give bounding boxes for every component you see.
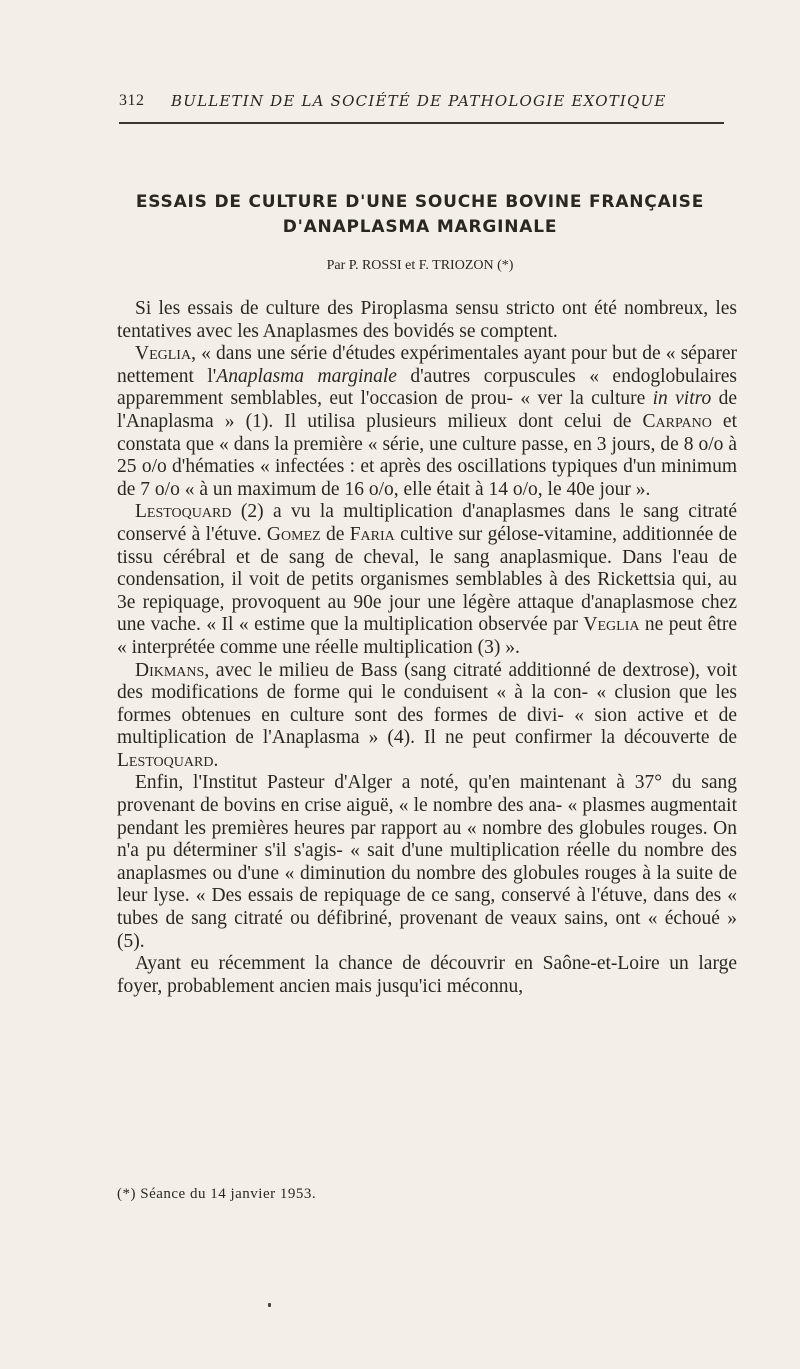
footnote: (*) Séance du 14 janvier 1953. (117, 1186, 317, 1202)
header-rule (119, 122, 724, 124)
italic-term: Anaplasma marginale (216, 365, 397, 387)
title-line-1: ESSAIS DE CULTURE D'UNE SOUCHE BOVINE FRANÇAISE (135, 192, 705, 212)
author-ref: Lestoquard (117, 749, 214, 771)
print-speck (268, 1303, 271, 1307)
author-ref: Veglia (135, 343, 192, 365)
paragraph-6: Ayant eu récemment la chance de découvrir en Saône-et-Loire un large foyer, probablement ancien mais jusqu'ici méconnu, (117, 953, 737, 997)
article-body (117, 298, 737, 998)
title-line-2: D'ANAPLASMA MARGINALE (282, 217, 558, 237)
paragraph-5: Enfin, l'Institut Pasteur d'Alger a noté, qu'en maintenant à 37° du sang provenant de bovins en crise aiguë, « le nombre des ana- « plasmes augmentait pendant les premières heures par rapport au « nombre des globules rouges. On n'a pu déterminer s'il s'agis- « sait d'une multiplication réelle du nombre des anaplasmes ou d'une « diminution du nombre des globules rouges à la suite de leur lyse. « Des essais de repiquage de ce sang, conservé à l'étuve, dans des « tubes de sang citraté ou défibriné, provenant de veaux sains, ont « échoué » (5). (117, 772, 737, 952)
paragraph-2: Veglia, « dans une série d'études expérimentales ayant pour but de « séparer nettement l'Anaplasma marginale d'autres corpuscules « endoglobulaires apparemment semblables, eut l'occasion de prou- « ver la culture in vitro de l'Anaplasma » (1). Il utilisa plusieurs milieux dont celui de Carpano et constata que « dans la première « série, une culture passe, en 3 jours, de 8 o/o à 25 o/o d'hématies « infectées : et après des oscillations typiques d'un minimum de 7 o/o « à un maximum de 16 o/o, elle était à 14 o/o, le 40e jour ». (117, 343, 737, 500)
authors: Par P. ROSSI et F. TRIOZON (*) (326, 258, 514, 273)
author-ref: Faria (349, 523, 395, 545)
article-title (100, 190, 740, 240)
journal-title: BULLETIN DE LA SOCIÉTÉ DE PATHOLOGIE EXOTIQUE (171, 92, 667, 110)
author-ref: Lestoquard (135, 501, 232, 523)
author-ref: Gomez (266, 523, 321, 545)
paragraph-3: Lestoquard (2) a vu la multiplication d'anaplasmes dans le sang citraté conservé à l'étuve. Gomez de Faria cultive sur gélose-vitamine, additionnée de tissu cérébral et de sang de cheval, le sang anaplasmique. Dans l'eau de condensation, il voit de petits organismes semblables à des Rickettsia qui, au 3e repiquage, provoquent au 90e jour une légère attaque d'anaplasmose chez une vache. « Il « estime que la multiplication observée par Veglia ne peut être « interprétée comme une réelle multiplication (3) ». (117, 501, 738, 658)
author-ref: Veglia (583, 614, 640, 636)
page-number: 312 (119, 92, 145, 109)
paragraph-1: Si les essais de culture des Piroplasma sensu stricto ont été nombreux, les tentatives avec les Anaplasmes des bovidés se comptent. (117, 298, 737, 342)
author-ref: Carpano (642, 410, 712, 432)
italic-term: in vitro (652, 388, 712, 410)
paragraph-4: Dikmans, avec le milieu de Bass (sang citraté additionné de dextrose), voit des modifications de forme qui le conduisent « à la con- « clusion que les formes obtenues en culture sont des formes de divi- « sion active et de multiplication de l'Anaplasma » (4). Il ne peut confirmer la découverte de Lestoquard. (117, 659, 737, 771)
author-ref: Dikmans (135, 659, 205, 681)
